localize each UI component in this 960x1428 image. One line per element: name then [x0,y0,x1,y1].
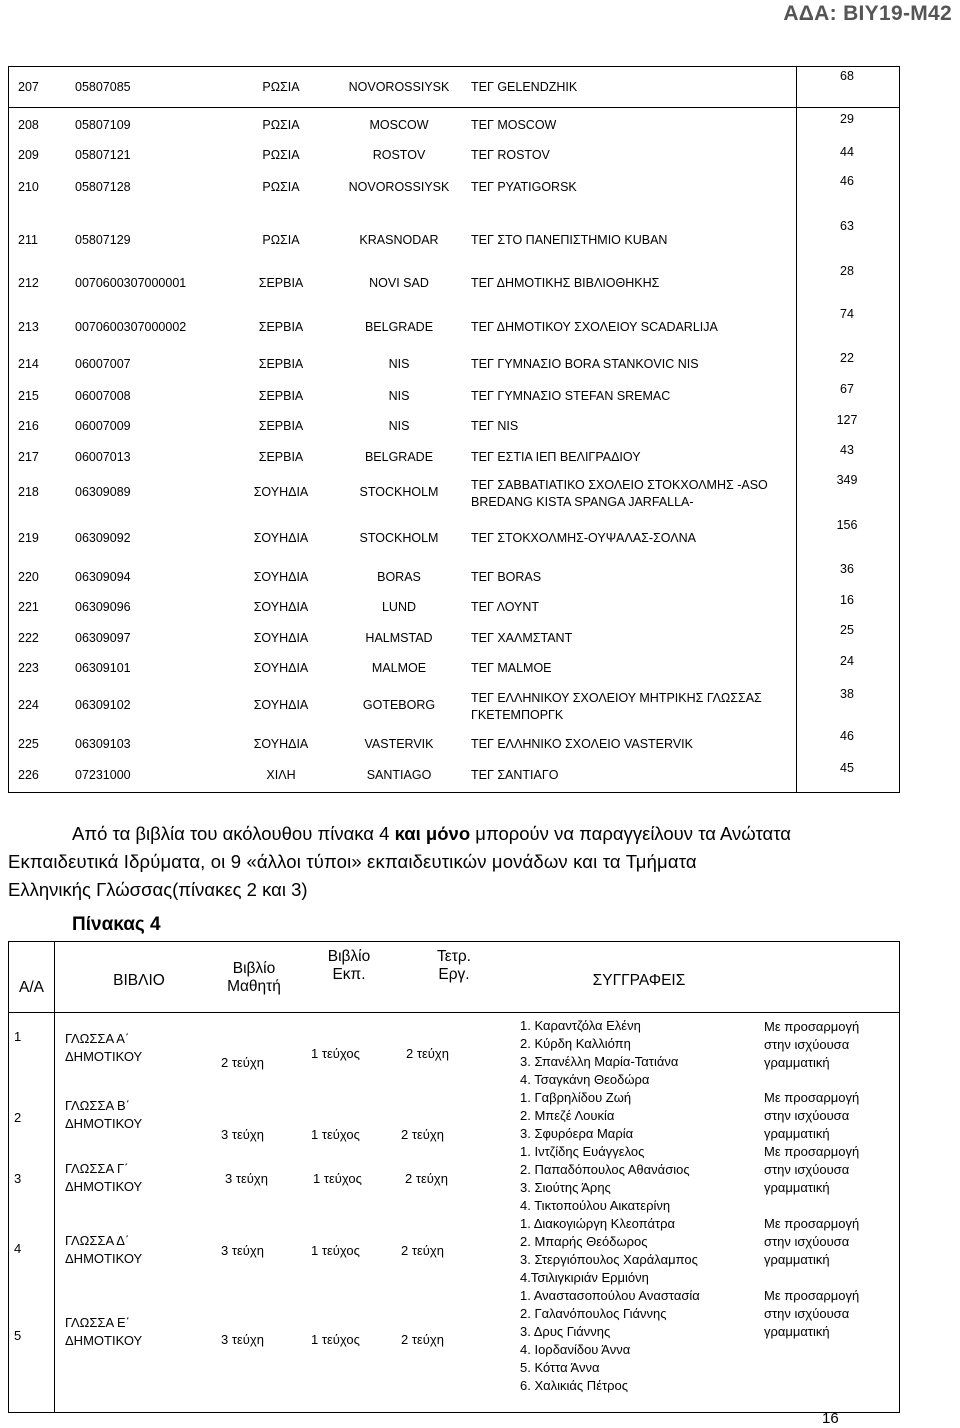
table-row [9,118,796,138]
row-number: 211 [18,233,38,247]
row-workbook: 2 τεύχη [401,1332,444,1347]
row-authors [520,1017,678,1089]
paragraph-emphasis: και μόνο [394,823,471,844]
table-row [9,80,796,100]
row-country: ΣΟΥΗΔΙΑ [253,698,309,712]
row-student-book: 3 τεύχη [221,1332,264,1347]
row-school: ΤΕΓ ROSTOV [471,148,550,162]
row-code: 06309092 [75,531,131,545]
note-line2: στην ισχύουσα [764,1162,850,1177]
paragraph-line-3: Ελληνικής Γλώσσας(πίνακες 2 και 3) [8,879,308,900]
book-line2: ΔΗΜΟΤΙΚΟΥ [65,1116,143,1131]
row-country: ΣΕΡΒΙΑ [258,276,304,290]
row-quantity: 45 [840,761,854,775]
author: 1. Γαβρηλίδου Ζωή [520,1090,632,1105]
row-code: 07231000 [75,768,131,782]
row-city: MOSCOW [369,118,429,132]
row-divider [9,1012,899,1013]
header-student-line2: Μαθητή [227,978,281,995]
row-quantity: 67 [840,382,854,396]
row-teacher-book: 1 τεύχος [311,1127,360,1142]
row-quantity: 16 [840,593,854,607]
book-line1: ΓΛΩΣΣΑ Δ΄ [65,1233,130,1248]
row-country: ΣΕΡΒΙΑ [258,389,304,403]
book-line2: ΔΗΜΟΤΙΚΟΥ [65,1049,143,1064]
row-number: 223 [18,661,39,675]
row-city: STOCKHOLM [359,485,439,499]
row-book [65,1097,142,1133]
table-row [9,631,796,651]
row-country: ΣΟΥΗΔΙΑ [253,600,309,614]
row-school: ΤΕΓ BORAS [471,570,542,584]
table-row [9,180,796,200]
paragraph-text: μπορούν να παραγγείλουν τα Ανώτατα [470,823,791,844]
header-workbook [414,948,494,984]
row-teacher-book: 1 τεύχος [311,1243,360,1258]
row-country: ΣΟΥΗΔΙΑ [253,570,309,584]
header-teacher-book [309,948,389,984]
row-code: 06007009 [75,419,131,433]
note-line3: γραμματική [764,1180,830,1195]
row-code: 05807085 [75,80,131,94]
row-teacher-book: 1 τεύχος [313,1171,362,1186]
author: 4. Τικτοπούλου Αικατερίνη [520,1198,671,1213]
row-country: ΣΟΥΗΔΙΑ [253,631,309,645]
row-country: ΡΩΣΙΑ [262,118,300,132]
header-book: ΒΙΒΛΙΟ [113,972,165,989]
page-number: 16 [822,1410,839,1427]
table-row [9,570,796,590]
row-school: ΤΕΓ NIS [471,419,519,433]
row-number: 217 [18,450,39,464]
table-row [9,450,796,470]
schools-table [8,66,900,793]
row-country: ΡΩΣΙΑ [262,148,300,162]
row-country: ΣΕΡΒΙΑ [258,357,304,371]
row-student-book: 3 τεύχη [221,1127,264,1142]
row-school-line2: BREDANG KISTA SPANGA JARFALLA- [471,495,694,509]
row-school: ΤΕΓ ΓΥΜΝΑΣΙΟ BORA STANKOVIC NIS [471,357,699,371]
row-number: 213 [18,320,39,334]
row-quantity: 25 [840,623,854,637]
row-number: 222 [18,631,39,645]
row-student-book: 3 τεύχη [221,1243,264,1258]
row-country: ΣΕΡΒΙΑ [258,320,304,334]
row-number: 224 [18,698,39,712]
row-quantity: 38 [840,687,854,701]
note-line3: γραμματική [764,1252,830,1267]
row-quantity: 28 [840,264,854,278]
row-note [764,1018,859,1072]
row-number: 216 [18,419,39,433]
row-code: 06007013 [75,450,131,464]
row-school: ΤΕΓ ΕΣΤΙΑ ΙΕΠ ΒΕΛΙΓΡΑΔΙΟΥ [471,450,641,464]
author: 3. Δρυς Γιάννης [520,1324,611,1339]
row-country: ΣΟΥΗΔΙΑ [253,661,309,675]
book-line2: ΔΗΜΟΤΙΚΟΥ [65,1179,143,1194]
table-row [9,419,796,439]
author: 5. Κόττα Άννα [520,1360,600,1375]
row-city: LUND [381,600,417,614]
row-number: 214 [18,357,39,371]
row-quantity: 29 [840,112,854,126]
note-line1: Με προσαρμογή [764,1288,860,1303]
header-teacher-line1: Βιβλίο [327,948,371,965]
header-authors: ΣΥΓΓΡΑΦΕΙΣ [592,972,686,989]
header-workbook-line1: Τετρ. [437,948,471,965]
row-number: 221 [18,600,39,614]
header-workbook-line2: Εργ. [438,966,470,983]
note-line2: στην ισχύουσα [764,1306,850,1321]
row-code: 0070600307000002 [75,320,187,334]
row-school: ΤΕΓ ΓΥΜΝΑΣΙΟ STEFAN SREMAC [471,389,671,403]
note-line1: Με προσαρμογή [764,1144,860,1159]
table-row [9,389,796,409]
table-row [9,691,796,722]
table-row [9,600,796,620]
row-aa: 3 [14,1171,22,1186]
header-aa: Α/Α [19,979,44,996]
row-number: 208 [18,118,39,132]
row-school: ΤΕΓ GELENDZHIK [471,80,578,94]
row-code: 06309101 [75,661,131,675]
book-line1: ΓΛΩΣΣΑ Ε΄ [65,1315,131,1330]
row-note [764,1287,859,1341]
row-city: NOVI SAD [369,276,429,290]
ada-header: ΑΔΑ: ΒΙΥ19-Μ42 [783,2,952,25]
author: 3. Στεργιόπουλος Χαράλαμπος [520,1252,698,1267]
row-book [65,1232,142,1268]
row-city: NOVOROSSIYSK [348,80,450,94]
author: 1. Ιντζίδης Ευάγγελος [520,1144,645,1159]
author: 3. Σπανέλλη Μαρία-Τατιάνα [520,1054,679,1069]
row-city: GOTEBORG [362,698,436,712]
table-row [9,768,796,788]
row-school: ΤΕΓ ΛΟΥΝΤ [471,600,540,614]
row-book [65,1314,142,1350]
row-country: ΣΟΥΗΔΙΑ [253,485,309,499]
table-row [9,148,796,168]
row-quantity: 127 [836,413,858,427]
row-quantity: 22 [840,351,854,365]
row-country: ΧΙΛΗ [266,768,296,782]
header-student-line1: Βιβλίο [232,960,276,977]
row-code: 06309097 [75,631,131,645]
author: 3. Σιούτης Άρης [520,1180,611,1195]
author: 1. Καραντζόλα Ελένη [520,1018,641,1033]
table-row [9,737,796,757]
row-code: 05807109 [75,118,131,132]
books-table [8,941,900,1413]
author: 4.Τσιλιγκιριάν Ερμιόνη [520,1270,649,1285]
row-code: 06309096 [75,600,131,614]
paragraph-line-1 [8,820,883,848]
row-book [65,1030,142,1066]
row-number: 220 [18,570,39,584]
row-quantity: 156 [836,518,858,532]
row-book [65,1160,142,1196]
row-quantity: 68 [840,69,854,83]
table-row [9,478,796,509]
note-line1: Με προσαρμογή [764,1019,860,1034]
row-code: 0070600307000001 [75,276,187,290]
row-city: NIS [388,419,410,433]
header-student-book [209,960,299,996]
row-school-line2: ΓΚΕΤΕΜΠΟΡΓΚ [471,708,564,722]
row-authors [520,1215,698,1287]
table-row [9,276,796,296]
row-teacher-book: 1 τεύχος [311,1332,360,1347]
row-number: 215 [18,389,39,403]
row-workbook: 2 τεύχη [405,1171,448,1186]
row-note [764,1143,859,1197]
note-line2: στην ισχύουσα [764,1108,850,1123]
row-quantity: 46 [840,729,854,743]
note-line3: γραμματική [764,1126,830,1141]
row-school: ΤΕΓ ΣΤΟ ΠΑΝΕΠΙΣΤΗΜΙΟ KUBAN [471,233,668,247]
table-row [9,661,796,681]
row-workbook: 2 τεύχη [401,1243,444,1258]
row-code: 06309094 [75,570,131,584]
row-quantity: 74 [840,307,854,321]
row-student-book: 2 τεύχη [221,1055,264,1070]
row-school: ΤΕΓ PYATIGORSK [471,180,577,194]
row-city: NIS [388,357,410,371]
row-school-line1: ΤΕΓ ΣΑΒΒΑΤΙΑΤΙΚΟ ΣΧΟΛΕΙΟ ΣΤΟΚΧΟΛΜΗΣ -ASO [471,478,768,492]
row-school [471,690,762,724]
row-number: 226 [18,768,39,782]
table-row [9,531,796,551]
header-teacher-line2: Εκπ. [332,966,366,983]
paragraph-line-2: Εκπαιδευτικά Ιδρύματα, οι 9 «άλλοι τύποι» εκπαιδευτικών μονάδων και τα Τμήματα [8,851,697,872]
intro-paragraph [8,820,883,904]
row-school: ΤΕΓ ΔΗΜΟΤΙΚΗΣ ΒΙΒΛΙΟΘΗΚΗΣ [471,276,660,290]
row-city: KRASNODAR [359,233,439,247]
row-code: 06309103 [75,737,131,751]
row-aa: 2 [14,1110,22,1125]
table-row [9,357,796,377]
author: 2. Γαλανόπουλος Γιάννης [520,1306,667,1321]
author: 1. Διακογιώργη Κλεοπάτρα [520,1216,676,1231]
row-quantity: 63 [840,219,854,233]
row-school: ΤΕΓ ΣΑΝΤΙΑΓΟ [471,768,559,782]
note-line3: γραμματική [764,1055,830,1070]
row-country: ΡΩΣΙΑ [262,233,300,247]
row-quantity: 46 [840,174,854,188]
author: 2. Μπεζέ Λουκία [520,1108,615,1123]
note-line2: στην ισχύουσα [764,1037,850,1052]
row-code: 06007008 [75,389,131,403]
row-authors [520,1143,690,1215]
row-quantity: 36 [840,562,854,576]
row-code: 05807128 [75,180,131,194]
row-aa: 4 [14,1241,22,1256]
row-city: NOVOROSSIYSK [348,180,450,194]
row-code: 06309102 [75,698,131,712]
row-country: ΣΕΡΒΙΑ [258,450,304,464]
row-quantity: 44 [840,145,854,159]
author: 1. Αναστασοπούλου Αναστασία [520,1288,700,1303]
row-note [764,1215,859,1269]
row-country: ΡΩΣΙΑ [262,180,300,194]
row-number: 209 [18,148,39,162]
row-city: SANTIAGO [366,768,432,782]
author: 2. Μπαρής Θεόδωρος [520,1234,648,1249]
note-line2: στην ισχύουσα [764,1234,850,1249]
row-country: ΣΕΡΒΙΑ [258,419,304,433]
row-number: 225 [18,737,39,751]
row-school: ΤΕΓ ΧΑΛΜΣΤΑΝΤ [471,631,573,645]
row-code: 06309089 [75,485,131,499]
row-city: BELGRADE [364,450,434,464]
row-divider [9,107,899,108]
row-note [764,1089,859,1143]
row-country: ΣΟΥΗΔΙΑ [253,531,309,545]
table-title: Πίνακας 4 [72,914,161,935]
book-line2: ΔΗΜΟΤΙΚΟΥ [65,1251,143,1266]
row-city: ROSTOV [372,148,426,162]
note-line3: γραμματική [764,1324,830,1339]
book-line1: ΓΛΩΣΣΑ Β΄ [65,1098,131,1113]
row-code: 05807129 [75,233,131,247]
author: 2. Παπαδόπουλος Αθανάσιος [520,1162,690,1177]
row-country: ΡΩΣΙΑ [262,80,300,94]
row-quantity: 43 [840,443,854,457]
row-teacher-book: 1 τεύχος [311,1046,360,1061]
paragraph-text: Από τα βιβλία του ακόλουθου πίνακα 4 [72,823,395,844]
row-city: NIS [388,389,410,403]
row-code: 06007007 [75,357,131,371]
author: 2. Κύρδη Καλλιόπη [520,1036,631,1051]
row-school-line1: ΤΕΓ ΕΛΛΗΝΙΚΟΥ ΣΧΟΛΕΙΟΥ ΜΗΤΡΙΚΗΣ ΓΛΩΣΣΑΣ [471,691,762,705]
row-school: ΤΕΓ MOSCOW [471,118,557,132]
row-authors [520,1089,633,1143]
row-school: ΤΕΓ ΔΗΜΟΤΙΚΟΥ ΣΧΟΛΕΙΟΥ SCADARLIJA [471,320,718,334]
row-school [471,477,768,511]
row-country: ΣΟΥΗΔΙΑ [253,737,309,751]
author: 3. Σφυρόερα Μαρία [520,1126,634,1141]
row-city: BORAS [377,570,421,584]
author: 4. Ιορδανίδου Άννα [520,1342,631,1357]
book-line1: ΓΛΩΣΣΑ Γ΄ [65,1161,129,1176]
row-number: 207 [18,80,39,94]
note-line1: Με προσαρμογή [764,1216,860,1231]
row-number: 219 [18,531,39,545]
row-school: ΤΕΓ ΣΤΟΚΧΟΛΜΗΣ-ΟΥΨΑΛΑΣ-ΣΟΛΝΑ [471,531,696,545]
row-number: 210 [18,180,39,194]
row-city: VASTERVIK [364,737,434,751]
author: 4. Τσαγκάνη Θεοδώρα [520,1072,650,1087]
row-aa: 1 [14,1029,22,1044]
author: 6. Χαλικιάς Πέτρος [520,1378,629,1393]
row-city: MALMOE [371,661,427,675]
row-quantity: 24 [840,654,854,668]
row-city: STOCKHOLM [359,531,439,545]
row-city: HALMSTAD [365,631,433,645]
row-number: 212 [18,276,39,290]
row-city: BELGRADE [364,320,434,334]
row-number: 218 [18,485,39,499]
row-aa: 5 [14,1328,22,1343]
row-workbook: 2 τεύχη [406,1046,449,1061]
book-line1: ΓΛΩΣΣΑ Α΄ [65,1031,130,1046]
row-quantity: 349 [836,473,858,487]
note-line1: Με προσαρμογή [764,1090,860,1105]
row-code: 05807121 [75,148,131,162]
row-authors [520,1287,700,1395]
table-row [9,320,796,340]
row-school: ΤΕΓ MALMOE [471,661,552,675]
row-workbook: 2 τεύχη [401,1127,444,1142]
row-student-book: 3 τεύχη [225,1171,268,1186]
book-line2: ΔΗΜΟΤΙΚΟΥ [65,1333,143,1348]
row-school: ΤΕΓ ΕΛΛΗΝΙΚΟ ΣΧΟΛΕΙΟ VASTERVIK [471,737,693,751]
table-row [9,233,796,253]
